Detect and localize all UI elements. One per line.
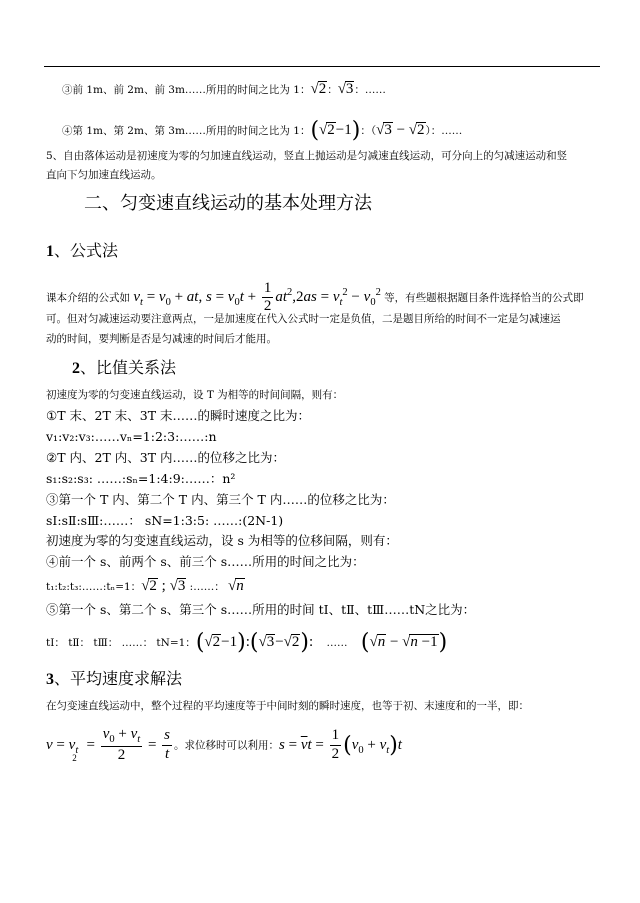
- sqrt-expression: √2: [310, 81, 327, 97]
- ratio-formula-1: v₁:v₂:v₃:……vₙ=1:2:3:……:n: [46, 429, 217, 444]
- ratio-intro-2: 初速度为零的匀变速直线运动，设 s 为相等的位移间隔，则有：: [46, 533, 398, 548]
- ratio-item-3: ③第一个 T 内、第二个 T 内、第三个 T 内……的位移之比为：: [46, 492, 395, 507]
- ratio-line-4: ④第 1m、第 2m、第 3m……所用的时间之比为 1：(√2−1)：（√3 − √2）：……: [62, 118, 463, 143]
- formula-paragraph-line-1: 课本介绍的公式如 $v_t = v_0$ + at, $s = v_0t$ + $\frac{1}{2}$ $at^2,2as = v_t^2 - v_0^2$ 等，有些题根据题目条件选择恰当的公式即: [46, 280, 584, 315]
- header-rule: [44, 66, 600, 67]
- ratio-formula-4: t₁:t₂:t₃:……:tₙ=1：√2 ; √3 :……： √n: [46, 578, 244, 594]
- paragraph-5-line-1: 5、自由落体运动是初速度为零的匀加速直线运动，竖直上抛运动是匀减速直线运动，可分向上的匀减速运动和竖: [46, 150, 568, 162]
- average-velocity-paragraph: 在匀变速直线运动中，整个过程的平均速度等于中间时刻的瞬时速度，也等于初、末速度和的一半，即：: [46, 700, 529, 712]
- ratio-formula-5: tⅠ： tⅡ： tⅢ： ……： tN=1：(√2−1):(√3−√2): …… (√n − √n −1): [46, 630, 448, 655]
- sqrt-expression: √3 − √2: [376, 122, 425, 138]
- ratio-item-4: ④前一个 s、前两个 s、前三个 s……所用的时间之比为：: [46, 554, 365, 569]
- sqrt-expression: √2 ; √3: [141, 578, 186, 594]
- sqrt-expression: √n: [228, 578, 244, 594]
- displacement-equation: $s = \overline{v}t$ = $\frac{1}{2}$ $(v_0 + v_t)t$: [279, 727, 402, 762]
- average-velocity-formula: $v = v_{t2}$ = $\frac{v_0 + v_t}{2}$ = $\frac{s}{t}$ 。求位移时可以利用：$s = \overline{v}t$ = $\frac{1}{2}$ $(v_0 + v_t)t$: [46, 726, 402, 764]
- ratio-formula-2: s₁:s₂:s₃: ……:sₙ=1:4:9:……：n²: [46, 471, 236, 486]
- section-title: 二、匀变速直线运动的基本处理方法: [84, 193, 372, 214]
- paragraph-5-line-2: 直向下匀加速直线运动。: [46, 169, 162, 181]
- heading-average-velocity-method: 3、平均速度求解法: [46, 669, 183, 688]
- ratio-line-3: ③前 1m、前 2m、前 3m……所用的时间之比为 1：√2：√3：……: [62, 81, 386, 97]
- sqrt-expression: (√2−1):(√3−√2):: [195, 630, 314, 655]
- average-velocity-equation: $v = v_{t2}$ = $\frac{v_0 + v_t}{2}$ = $\frac{s}{t}$: [46, 726, 170, 764]
- formula-paragraph-line-2: 可。但对匀减速运动要注意两点，一是加速度在代入公式时一定是负值，二是题目所给的时间不一定是匀减速运: [46, 313, 561, 325]
- sqrt-expression: (√n − √n −1): [360, 630, 448, 655]
- heading-formula-method: 1、公式法: [46, 241, 119, 260]
- ratio-formula-3: sⅠ:sⅡ:sⅢ:……： sN=1:3:5: ……:(2N-1): [46, 513, 284, 528]
- formula-paragraph-line-3: 动的时间，要判断是否是匀减速的时间后才能用。: [46, 333, 277, 345]
- heading-ratio-method: 2、比值关系法: [72, 358, 177, 377]
- ratio-item-5: ⑤第一个 s、第二个 s、第三个 s……所用的时间 tⅠ、tⅡ、tⅢ……tN之比为：: [46, 602, 476, 617]
- ratio-item-1: ①T 末、2T 末、3T 末……的瞬时速度之比为：: [46, 408, 311, 423]
- sqrt-expression: √3: [337, 81, 354, 97]
- kinematic-formulas: $v_t = v_0$ + at, $s = v_0t$ + $\frac{1}{2}$ $at^2,2as = v_t^2 - v_0^2$: [133, 280, 381, 315]
- ratio-intro: 初速度为零的匀变速直线运动，设 T 为相等的时间间隔，则有：: [46, 389, 344, 401]
- sqrt-expression: (√2−1): [310, 118, 361, 143]
- ratio-item-2: ②T 内、2T 内、3T 内……的位移之比为：: [46, 450, 286, 465]
